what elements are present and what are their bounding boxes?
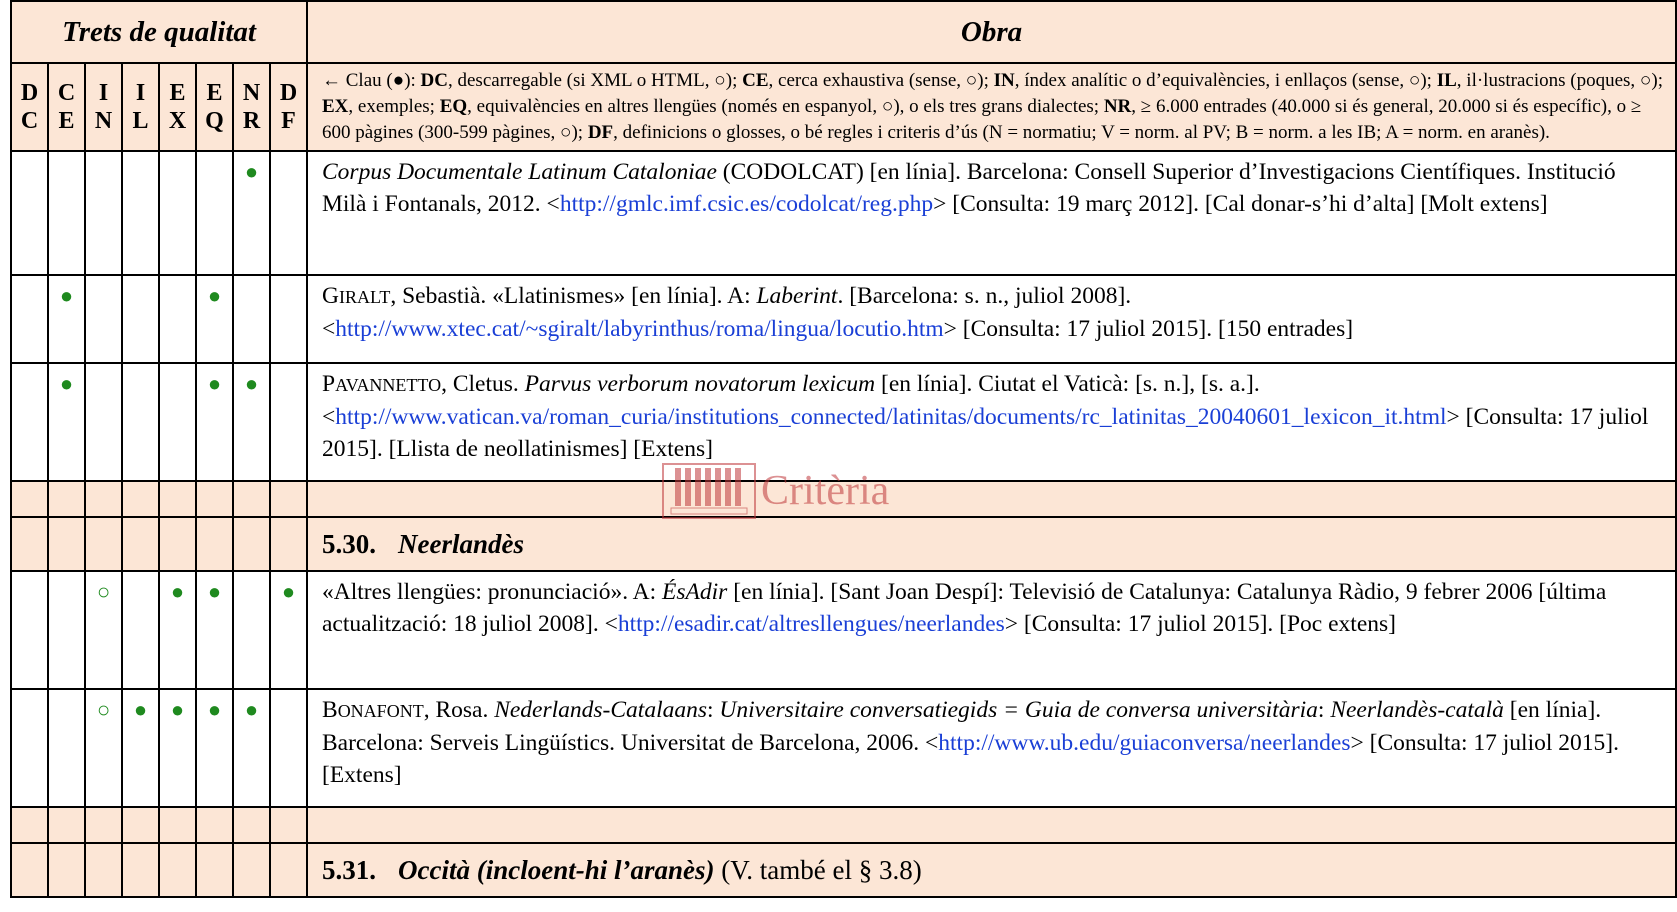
spacer-row [11,807,1676,843]
section-heading: 5.31. Occità (incloent-hi l’aranès) (V. també el § 3.8) [307,843,1676,897]
mark-cell [159,151,196,275]
mark-cell [233,275,270,363]
mark-cell [11,275,48,363]
table-row [11,275,1676,363]
mark-cell: ● [196,275,233,363]
reference-link[interactable]: http://esadir.cat/altresllengues/neerlandes [617,611,1005,637]
mark-cell: ● [48,363,85,481]
watermark-text: Critèria [761,468,890,514]
mark-cell [159,363,196,481]
mark-cell: ● [196,689,233,807]
mark-cell [159,275,196,363]
reference-link[interactable]: http://www.vatican.va/roman_curia/institutions_connected/latinitas/documents/rc_latinitas_20040601_lexicon_it.html [335,404,1447,430]
table-row [11,689,1676,807]
mark-cell: ● [122,689,159,807]
mark-cell [85,363,122,481]
mark-cell [270,689,307,807]
mark-cell [11,689,48,807]
reference-entry: «Altres llengües: pronunciació». A: ÉsAdir [en línia]. [Sant Joan Despí]: Televisió de Catalunya: Catalunya Ràdio, 9 febrer 2006 [última actualització: 18 juliol 2008]. <http://esadir.cat/altresllengues/neerlandes> [Consulta: 17 juliol 2015]. [Poc extens] [307,571,1676,689]
mark-cell: ● [159,689,196,807]
key-row [11,63,1676,151]
work-header: Obra [307,1,1676,63]
mark-cell: ● [48,275,85,363]
col-label-ce: C E [48,63,85,151]
mark-cell [196,151,233,275]
mark-cell [270,363,307,481]
mark-cell [11,571,48,689]
col-label-nr: N R [233,63,270,151]
mark-cell [11,151,48,275]
mark-cell: ○ [85,571,122,689]
mark-cell [48,151,85,275]
mark-cell [122,571,159,689]
mark-cell: ● [233,151,270,275]
mark-cell [270,275,307,363]
mark-cell: ● [270,571,307,689]
references-table [10,0,1677,898]
mark-cell [48,689,85,807]
table-row [11,571,1676,689]
mark-cell: ● [233,689,270,807]
reference-entry: BONAFONT, Rosa. Nederlands-Catalaans: Universitaire conversatiegids = Guia de conversa universitària: Neerlandès-català [en línia]. Barcelona: Serveis Lingüístics. Universitat de Barcelona, 2006. <http://www.ub.edu/guiaconversa/neerlandes> [Consulta: 17 juliol 2015]. [Extens] [307,689,1676,807]
section-heading: 5.30. Neerlandès [307,517,1676,571]
reference-link[interactable]: http://gmlc.imf.csic.es/codolcat/reg.php [559,191,934,217]
section-row [11,843,1676,897]
col-label-ex: E X [159,63,196,151]
mark-cell [11,363,48,481]
mark-cell: ● [233,363,270,481]
mark-cell: ○ [85,689,122,807]
mark-cell: ● [196,363,233,481]
mark-cell [122,151,159,275]
mark-cell [122,275,159,363]
col-label-il: I L [122,63,159,151]
key-legend: ← Clau (●): DC, descarregable (si XML o HTML, ○); CE, cerca exhaustiva (sense, ○); IN, índex analític o d’equivalències, i enllaços (sense, ○); IL, il·lustracions (poques, ○); EX, exemples; EQ, equivalències en altres llengües (només en espanyol, ○), o els tres grans dialectes; NR, ≥ 6.000 entrades (40.000 si és general, 20.000 si és específic), o ≥ 600 pàgines (300-599 pàgines, ○); DF, definicions o glosses, o bé regles i criteris d’ús (N = normatiu; V = norm. al PV; B = norm. a les IB; A = norm. en aranès). [307,63,1676,151]
reference-entry: Corpus Documentale Latinum Cataloniae (CODOLCAT) [en línia]. Barcelona: Consell Superior d’Investigacions Científiques. Institució Milà i Fontanals, 2012. <http://gmlc.imf.csic.es/codolcat/reg.php> [Consulta: 19 març 2012]. [Cal donar-s’hi d’alta] [Molt extens] [307,151,1676,275]
mark-cell [233,571,270,689]
col-label-dc: D C [11,63,48,151]
col-label-df: D F [270,63,307,151]
section-row [11,517,1676,571]
col-label-eq: E Q [196,63,233,151]
reference-entry: PAVANNETTO, Cletus. Parvus verborum novatorum lexicum [en línia]. Ciutat el Vaticà: [s. n.], [s. a.]. <http://www.vatican.va/roman_curia/institutions_connected/latinitas/documents/rc_latinitas_20040601_lexicon_it.html> [Consulta: 17 juliol 2015]. [Llista de neollatinismes] [Extens] [307,363,1676,481]
mark-cell [48,571,85,689]
reference-entry: GIRALT, Sebastià. «Llatinismes» [en línia]. A: Laberint. [Barcelona: s. n., juliol 2008]. <http://www.xtec.cat/~sgiralt/labyrinthus/roma/lingua/locutio.htm> [Consulta: 17 juliol 2015]. [150 entrades] [307,275,1676,363]
mark-cell [85,275,122,363]
mark-cell: ● [196,571,233,689]
mark-cell [122,363,159,481]
reference-link[interactable]: http://www.xtec.cat/~sgiralt/labyrinthus/roma/lingua/locutio.htm [335,316,944,342]
spacer-row [11,481,1676,517]
mark-cell [85,151,122,275]
reference-link[interactable]: http://www.ub.edu/guiaconversa/neerlandes [938,730,1351,756]
table-row [11,363,1676,481]
traits-header: Trets de qualitat [11,1,307,63]
col-label-in: I N [85,63,122,151]
mark-cell [270,151,307,275]
table-row [11,151,1676,275]
mark-cell: ● [159,571,196,689]
